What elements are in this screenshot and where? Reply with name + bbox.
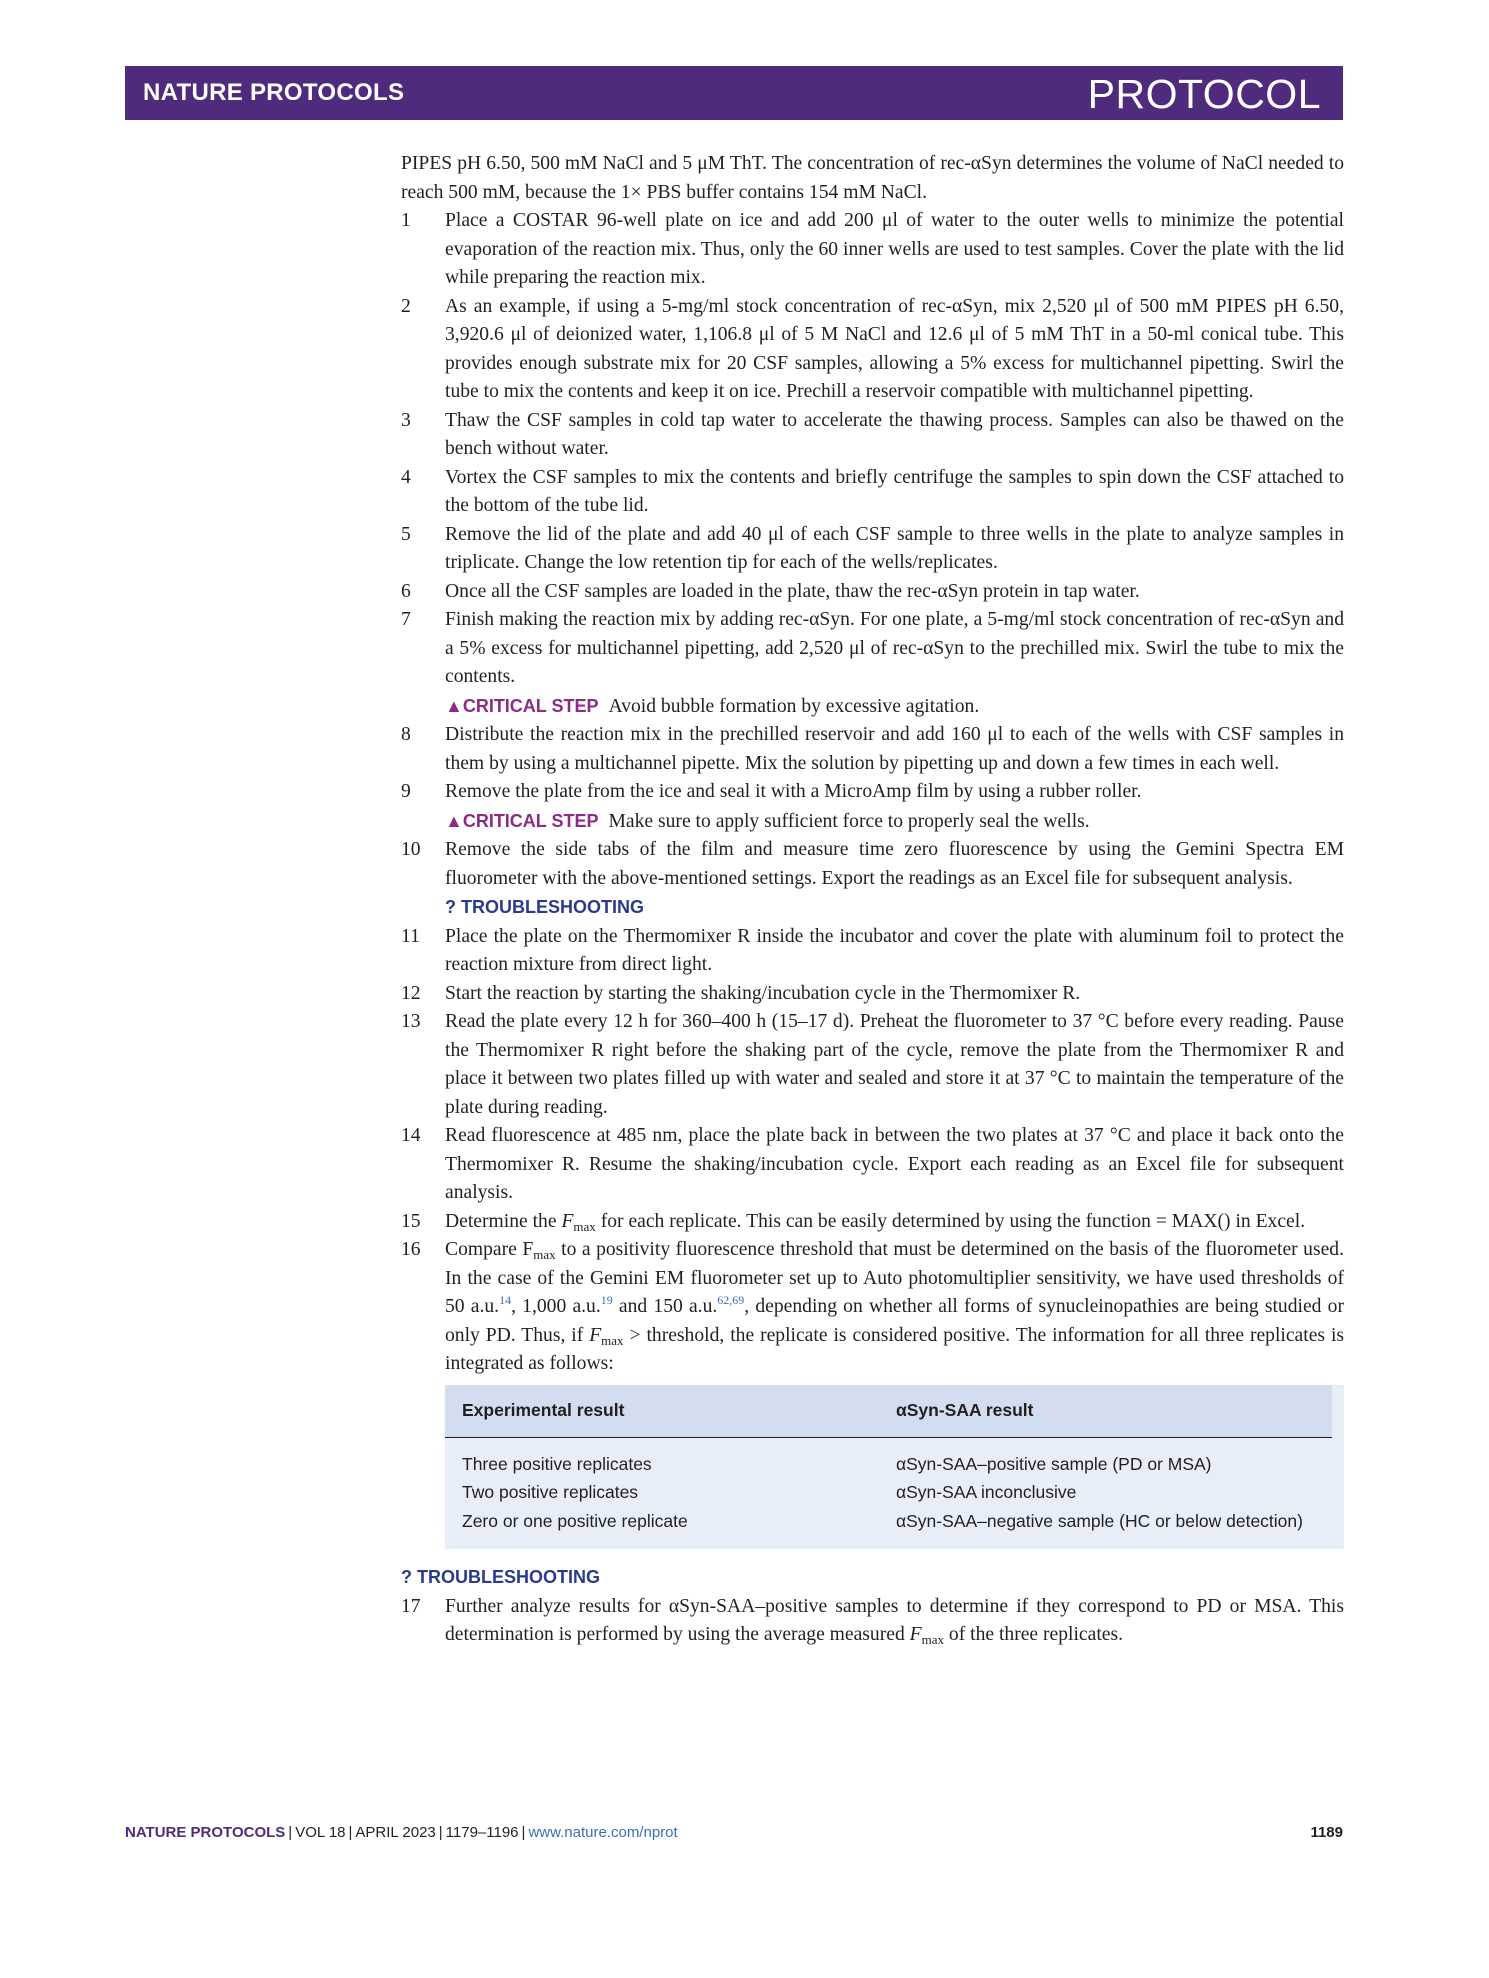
text-run: Determine the xyxy=(445,1210,562,1232)
step-2 xyxy=(401,293,1344,407)
step-text: As an example, if using a 5-mg/ml stock concentration of rec-αSyn, mix 2,520 μl of 500 mM PIPES pH 6.50, 3,920.6 μl of deionized water, 1,106.8 μl of 5 M NaCl and 12.6 μl of 5 mM ThT in a 50-ml conical tube. This provides enough substrate mix for 20 CSF samples, allowing a 5% excess for multichannel pipetting. Swirl the tube to mix the contents and keep it on ice. Prechill a reservoir compatible with multichannel pipetting. xyxy=(445,295,1344,402)
step-number: 5 xyxy=(401,523,411,545)
step-5 xyxy=(401,521,1344,578)
step-text: Start the reaction by starting the shaking/incubation cycle in the Thermomixer R. xyxy=(445,982,1081,1004)
step-number: 10 xyxy=(401,839,421,860)
table-cell: αSyn-SAA–positive sample (PD or MSA) xyxy=(896,1453,1212,1474)
step-7 xyxy=(401,606,1344,721)
table-header xyxy=(445,1385,1332,1438)
text-run: Compare F xyxy=(445,1239,534,1260)
step-9 xyxy=(401,778,1344,836)
text-run: , depending on whether all forms of synucleinopathies are being studied or only PD. Thus, if xyxy=(445,1296,1344,1346)
fmax-subscript: max xyxy=(573,1218,596,1234)
step-text: Remove the lid of the plate and add 40 μl of each CSF sample to three wells in the plate to analyze samples in triplicate. Change the low retention tip for each of the wells/replicates. xyxy=(445,523,1344,573)
step-14 xyxy=(401,1122,1344,1208)
fmax-symbol: F xyxy=(561,1210,574,1232)
step-16 xyxy=(401,1236,1344,1379)
step-number: 4 xyxy=(401,466,411,488)
step-number: 14 xyxy=(401,1125,421,1146)
text-run: to a positivity fluorescence threshold that must be determined on the basis of the fluorometer used. In the case of the Gemini EM fluorometer set up to Auto photomultiplier sensitivity, we have used thresholds of 50 a.u. xyxy=(445,1239,1344,1317)
critical-step-note xyxy=(445,692,1344,722)
step-number: 16 xyxy=(401,1239,421,1260)
fmax-subscript: max xyxy=(921,1632,945,1647)
section-title: PROTOCOL xyxy=(1087,71,1321,117)
critical-step-text: Make sure to apply sufficient force to properly seal the wells. xyxy=(608,810,1090,832)
step-text xyxy=(445,1208,1344,1237)
table-cell: Zero or one positive replicate xyxy=(462,1510,688,1531)
step-number: 6 xyxy=(401,580,411,602)
fmax-symbol: F xyxy=(589,1324,602,1346)
critical-step-label: ▲CRITICAL STEP xyxy=(445,810,599,831)
table-cell: Two positive replicates xyxy=(462,1482,639,1502)
troubleshooting-line xyxy=(401,1563,1344,1593)
citation-link[interactable]: 19 xyxy=(600,1293,613,1307)
step-number: 7 xyxy=(401,609,411,630)
results-table xyxy=(445,1385,1344,1550)
step-6 xyxy=(401,578,1344,607)
step-text: Once all the CSF samples are loaded in the plate, thaw the rec-αSyn protein in tap water. xyxy=(445,580,1140,602)
citation-link[interactable]: 14 xyxy=(499,1293,512,1307)
step-text: Place a COSTAR 96-well plate on ice and add 200 μl of water to the outer wells to minimize the potential evaporation of the reaction mix. Thus, only the 60 inner wells are used to test samples. Cover the plate with the lid while preparing the reaction mix. xyxy=(445,210,1344,288)
step-8 xyxy=(401,721,1344,778)
critical-step-label: ▲CRITICAL STEP xyxy=(445,695,599,716)
step-number: 2 xyxy=(401,295,411,317)
step-text: Remove the side tabs of the film and measure time zero fluorescence by using the Gemini Spectra EM fluorometer with the above-mentioned settings. Export the readings as an Excel file for subsequent analysis. xyxy=(445,839,1344,889)
fmax-symbol: F xyxy=(909,1624,922,1645)
text-run: for each replicate. This can be easily determined by using the function = MAX() in Excel. xyxy=(595,1210,1306,1232)
step-15 xyxy=(401,1208,1344,1237)
step-number: 12 xyxy=(401,982,421,1004)
step-13 xyxy=(401,1008,1344,1122)
journal-name: NATURE PROTOCOLS xyxy=(143,79,405,106)
text-run: > threshold, the replicate is considered positive. The information for all three replicates is integrated as follows: xyxy=(445,1324,1345,1374)
step-text: Remove the plate from the ice and seal it with a MicroAmp film by using a rubber roller. xyxy=(445,781,1142,802)
page-header xyxy=(125,66,1343,120)
footer-pages: 1179–1196 xyxy=(445,1824,519,1841)
footer-volume: VOL 18 xyxy=(295,1824,346,1841)
text-run: , 1,000 a.u. xyxy=(511,1296,601,1317)
step-text xyxy=(445,1236,1344,1379)
fmax-subscript: max xyxy=(601,1332,624,1348)
footer-journal: NATURE PROTOCOLS xyxy=(125,1824,286,1841)
step-text: Vortex the CSF samples to mix the contents and briefly centrifuge the samples to spin down the CSF attached to the bottom of the tube lid. xyxy=(445,466,1344,516)
step-text: Thaw the CSF samples in cold tap water to accelerate the thawing process. Samples can also be thawed on the bench without water. xyxy=(445,409,1344,459)
step-number: 15 xyxy=(401,1210,421,1232)
text-run: and 150 a.u. xyxy=(612,1296,718,1317)
text-run: Further analyze results for αSyn-SAA–positive samples to determine if they correspond to PD or MSA. This determination is performed by using the average measured xyxy=(445,1595,1344,1645)
step-17 xyxy=(401,1593,1344,1650)
fmax-subscript: max xyxy=(533,1247,556,1262)
column-header: Experimental result xyxy=(462,1400,625,1421)
citation-link[interactable]: 62,69 xyxy=(717,1293,745,1307)
step-1 xyxy=(401,207,1344,293)
step-11 xyxy=(401,923,1344,980)
step-number: 1 xyxy=(401,210,411,231)
troubleshooting-link[interactable]: ? TROUBLESHOOTING xyxy=(401,1567,600,1587)
step-4 xyxy=(401,464,1344,521)
page-footer: NATURE PROTOCOLS | VOL 18 | APRIL 2023 | 1179–1196 | www.nature.com/nprot 1189 xyxy=(125,1824,1343,1841)
step-text: Read the plate every 12 h for 360–400 h (15–17 d). Preheat the fluorometer to 37 °C before every reading. Pause the Thermomixer R right before the shaking part of the cycle, remove the plate from the Thermomixer R and place it between two plates filled up with water and sealed and store it at 37 °C to maintain the temperature of the plate during reading. xyxy=(445,1011,1344,1118)
step-number: 17 xyxy=(401,1595,421,1617)
table-row xyxy=(462,1507,1344,1536)
table-cell: αSyn-SAA–negative sample (HC or below detection) xyxy=(896,1510,1303,1531)
text-run: of the three replicates. xyxy=(944,1624,1123,1645)
table-row xyxy=(462,1450,1344,1479)
step-number: 8 xyxy=(401,724,411,745)
critical-step-note xyxy=(445,807,1344,837)
step-text: Finish making the reaction mix by adding rec-αSyn. For one plate, a 5-mg/ml stock concentration of rec-αSyn and a 5% excess for multichannel pipetting, add 2,520 μl of rec-αSyn to the prechilled mix. Swirl the tube to mix the contents. xyxy=(445,609,1344,687)
step-10 xyxy=(401,836,1344,923)
step-number: 3 xyxy=(401,409,411,431)
step-text: Place the plate on the Thermomixer R inside the incubator and cover the plate with aluminum foil to protect the reaction mixture from direct light. xyxy=(445,925,1344,975)
step-12 xyxy=(401,980,1344,1009)
step-text: Distribute the reaction mix in the prechilled reservoir and add 160 μl to each of the wells with CSF samples in them by using a multichannel pipette. Mix the solution by pipetting up and down a few times in each well. xyxy=(445,724,1344,774)
step-text: Read fluorescence at 485 nm, place the plate back in between the two plates at 37 °C and place it back onto the Thermomixer R. Resume the shaking/incubation cycle. Export each reading as an Excel file for subsequent analysis. xyxy=(445,1125,1344,1203)
step-3 xyxy=(401,407,1344,464)
intro-paragraph: PIPES pH 6.50, 500 mM NaCl and 5 μM ThT. The concentration of rec-αSyn determines the volume of NaCl needed to reach 500 mM, because the 1× PBS buffer contains 154 mM NaCl. xyxy=(401,153,1344,203)
table-cell: αSyn-SAA inconclusive xyxy=(896,1482,1077,1502)
column-header: αSyn-SAA result xyxy=(896,1400,1034,1421)
critical-step-text: Avoid bubble formation by excessive agitation. xyxy=(608,695,980,717)
table-body xyxy=(445,1438,1344,1536)
step-number: 9 xyxy=(401,781,411,802)
step-number: 11 xyxy=(401,925,420,947)
step-text xyxy=(445,1593,1344,1650)
table-cell: Three positive replicates xyxy=(462,1453,652,1474)
footer-url-link[interactable]: www.nature.com/nprot xyxy=(528,1824,678,1841)
page-number: 1189 xyxy=(1310,1824,1343,1841)
troubleshooting-link[interactable]: ? TROUBLESHOOTING xyxy=(445,897,644,917)
article-body xyxy=(401,150,1344,1650)
step-number: 13 xyxy=(401,1011,421,1032)
footer-date: APRIL 2023 xyxy=(355,1824,436,1841)
table-row xyxy=(462,1478,1344,1507)
